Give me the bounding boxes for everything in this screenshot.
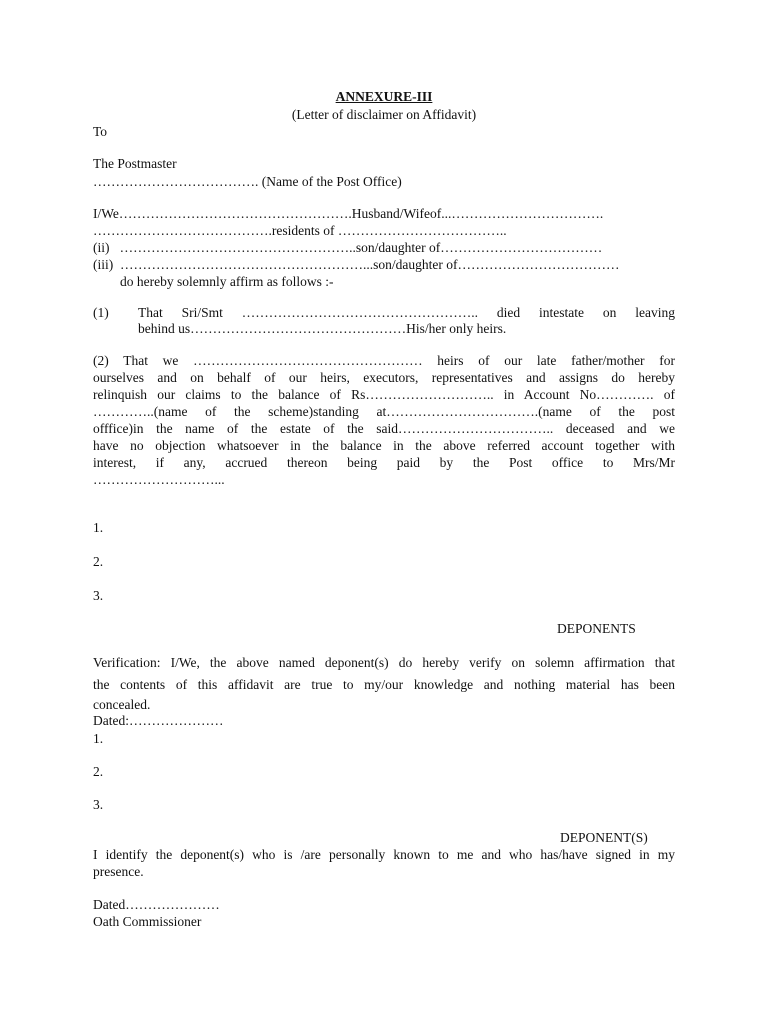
annexure-title: ANNEXURE-III: [335, 89, 433, 104]
declarant-line-4: (iii) ………………………………………………...son/daughter of………………………………: [93, 257, 620, 272]
identification-row-1: I identify the deponent(s) who is /are personally known to me and who has/have signed in my: [93, 847, 675, 862]
verification-row-1: Verification: I/We, the above named deponent(s) do hereby verify on solemn affirmation that: [93, 655, 675, 670]
clause-2-row-5: offfice)in the name of the estate of the said…………………………….. deceased and we: [93, 421, 675, 436]
deponent-number-3: 3.: [93, 588, 104, 603]
deponent-number-1: 1.: [93, 520, 104, 535]
signatory-number-1: 1.: [93, 731, 104, 746]
clause-2-row-3: relinquish our claims to the balance of Rs……………………….. in Account No…………. of: [93, 387, 675, 402]
deponent-number-2: 2.: [93, 554, 104, 569]
clause-2: [93, 352, 675, 488]
oath-commissioner-label: Oath Commissioner: [93, 914, 202, 929]
signatory-number-3: 3.: [93, 797, 104, 812]
postmaster-label: The Postmaster: [93, 156, 177, 171]
clause-2-row-4: …………..(name of the scheme)standing at…………………………….(name of the post: [93, 404, 675, 419]
declarant-line-1: I/We…………………………………………….Husband/Wifeof...…………………………….: [93, 206, 604, 221]
annexure-subtitle: (Letter of disclaimer on Affidavit): [291, 107, 477, 122]
clause-2-row-2: ourselves and on behalf of our heirs, executors, representatives and assigns do hereby: [93, 370, 675, 385]
verification-row-2: the contents of this affidavit are true to my/our knowledge and nothing material has been: [93, 677, 675, 692]
declarant-line-3: (ii) ……………………………………………..son/daughter of………………………………: [93, 240, 603, 255]
clause-2-row-8: ………………………...: [93, 472, 225, 487]
clause-2-row-1: (2) That we …………………………………………… heirs of our late father/mother for: [93, 353, 675, 368]
affirm-line: do hereby solemnly affirm as follows :-: [120, 274, 334, 289]
signatory-number-2: 2.: [93, 764, 104, 779]
clause-1-number: (1): [93, 305, 109, 320]
verification-row-3: concealed.: [93, 697, 151, 712]
declarant-line-2: ………………………………….residents of ………………………………..: [93, 223, 507, 238]
post-office-line: ………………………………. (Name of the Post Office): [93, 174, 402, 189]
clause-2-row-6: have no objection whatsoever in the balance in the above referred account together with: [93, 438, 675, 453]
verification-paragraph: [93, 652, 675, 714]
to-label: To: [93, 124, 108, 139]
clause-2-row-7: interest, if any, accrued thereon being paid by the Post office to Mrs/Mr: [93, 455, 675, 470]
identification-row-2: presence.: [93, 864, 144, 879]
clause-1-row-1: That Sri/Smt …………………………………………….. died intestate on leaving: [138, 305, 675, 320]
clause-1-row-2: behind us…………………………………………His/her only heirs.: [138, 321, 507, 336]
identification-paragraph: [93, 846, 675, 880]
verification-dated: Dated:…………………: [93, 713, 224, 728]
deponents-label: DEPONENTS: [557, 621, 636, 636]
closing-dated: Dated…………………: [93, 897, 220, 912]
deponent-s-label: DEPONENT(S): [560, 830, 648, 845]
